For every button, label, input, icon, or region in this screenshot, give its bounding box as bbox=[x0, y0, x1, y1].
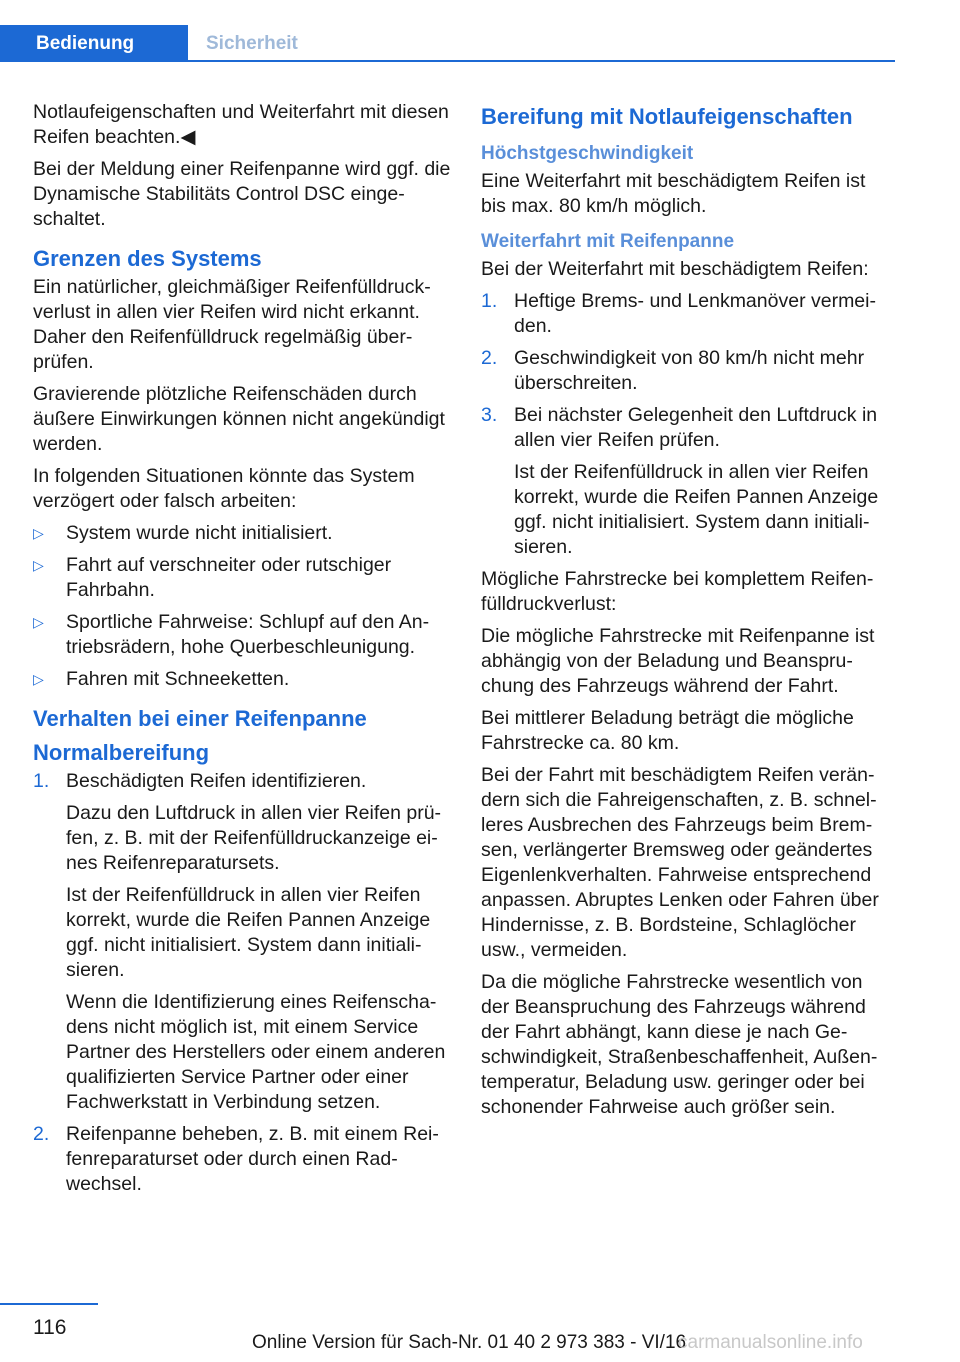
paragraph: Gravierende plötzliche Reifenschäden durch äußere Einwirkungen können nicht angekündigt werden. bbox=[33, 383, 445, 455]
step-number: 2. bbox=[481, 347, 498, 369]
chapter-tabs bbox=[0, 25, 315, 62]
tab-bedienung[interactable]: Bedienung bbox=[0, 25, 188, 62]
paragraph: Da die mögliche Fahrstrecke wesentlich von der Beanspruchung des Fahrzeugs während der Fahrt abhängt, kann diese je nach Geschwindigkeit, Straßenbeschaffenheit, Außentemperatur, Beladung usw. geringer oder bei schonender Fahrweise auch größer sein. bbox=[481, 971, 878, 1118]
paragraph: Bei der Weiterfahrt mit beschädigtem Reifen: bbox=[481, 258, 869, 280]
triangle-bullet-icon: ▷ bbox=[33, 614, 44, 630]
list-item bbox=[33, 769, 453, 1115]
paragraph: Bei der Fahrt mit beschädigtem Reifen verändern sich die Fahreigenschaften, z. B. schnelleres Ausbrechen des Fahrzeugs beim Bremsen, verlängerter Bremsweg oder geändertes Eigenlenkverhalten. Fahrweise entsprechend anpassen. Abruptes Lenken oder Fahren über Hindernisse, z. B. Bordsteine, Schlaglöcher usw., vermeiden. bbox=[481, 764, 879, 961]
triangle-bullet-icon: ▷ bbox=[33, 525, 44, 541]
page-number-rule bbox=[0, 1303, 98, 1305]
list-item: ▷ Fahrt auf verschneiter oder rutschiger Fahrbahn. bbox=[33, 554, 392, 601]
step-text: Heftige Brems- und Lenkmanöver vermeiden. bbox=[514, 290, 876, 337]
step-detail: Ist der Reifenfülldruck in allen vier Reifen korrekt, wurde die Reifen Pannen Anzeige ggf. nicht initialisiert. System dann initialisieren. bbox=[66, 884, 431, 981]
step-number: 1. bbox=[33, 770, 50, 792]
page-number: 116 bbox=[33, 1316, 67, 1339]
triangle-bullet-icon: ▷ bbox=[33, 557, 44, 573]
section-heading-limits: Grenzen des Systems bbox=[33, 246, 262, 271]
step-number: 2. bbox=[33, 1123, 50, 1145]
paragraph: Notlaufeigenschaften und Weiterfahrt mit diesen Reifen beachten.◀ bbox=[33, 101, 449, 148]
situation-list bbox=[33, 521, 453, 692]
header-rule bbox=[0, 60, 895, 62]
watermark: carmanualsonline.info bbox=[678, 1332, 863, 1353]
step-text: Beschädigten Reifen identifizieren. bbox=[66, 770, 367, 792]
step-number: 3. bbox=[481, 404, 498, 426]
step-detail: Dazu den Luftdruck in allen vier Reifen prüfen, z. B. mit der Reifenfülldruckanzeige eines Reifenreparatursets. bbox=[66, 802, 442, 874]
paragraph: Ein natürlicher, gleichmäßiger Reifenfülldruckverlust in allen vier Reifen wird nicht erkannt. Daher den Reifenfülldruck regelmäßig überprüfen. bbox=[33, 276, 431, 373]
left-column bbox=[33, 100, 453, 1204]
triangle-bullet-icon: ▷ bbox=[33, 671, 44, 687]
subsection-heading-normal-tires: Normalbereifung bbox=[33, 740, 210, 765]
section-heading-runflat: Bereifung mit Notlaufeigenschaften bbox=[481, 104, 853, 129]
paragraph: Mögliche Fahrstrecke bei komplettem Reifenfülldruckverlust: bbox=[481, 568, 874, 615]
list-item bbox=[481, 289, 893, 339]
step-text: Geschwindigkeit von 80 km/h nicht mehr überschreiten. bbox=[514, 347, 865, 394]
subheading-max-speed: Höchstgeschwindigkeit bbox=[481, 143, 694, 164]
step-number: 1. bbox=[481, 290, 498, 312]
step-detail: Wenn die Identifizierung eines Reifenschadens nicht möglich ist, mit einem Service Partner des Herstellers oder einem anderen qualifizierten Service Partner oder einer Fachwerkstatt in Verbindung setzen. bbox=[66, 991, 446, 1113]
paragraph: In folgenden Situationen könnte das System verzögert oder falsch arbeiten: bbox=[33, 465, 415, 512]
step-detail: Ist der Reifenfülldruck in allen vier Reifen korrekt, wurde die Reifen Pannen Anzeige ggf. nicht initialisiert. System dann initialisieren. bbox=[514, 461, 879, 558]
list-item bbox=[33, 1122, 453, 1197]
online-version-note: Online Version für Sach-Nr. 01 40 2 973 383 - VI/16 bbox=[252, 1332, 687, 1353]
paragraph: Bei der Meldung einer Reifenpanne wird ggf. die Dynamische Stabilitäts Control DSC eingeschaltet. bbox=[33, 158, 451, 230]
step-text: Bei nächster Gelegenheit den Luftdruck in allen vier Reifen prüfen. bbox=[514, 404, 878, 451]
continue-steps bbox=[481, 289, 893, 560]
list-item: ▷ System wurde nicht initialisiert. bbox=[33, 522, 333, 544]
step-text: Reifenpanne beheben, z. B. mit einem Reifenreparaturset oder durch einen Radwechsel. bbox=[66, 1123, 439, 1195]
list-item bbox=[481, 346, 893, 396]
list-item bbox=[481, 403, 893, 560]
list-item: ▷ Fahren mit Schneeketten. bbox=[33, 668, 290, 690]
tab-sicherheit[interactable]: Sicherheit bbox=[206, 33, 298, 54]
paragraph: Die mögliche Fahrstrecke mit Reifenpanne ist abhängig von der Beladung und Beanspruchung des Fahrzeugs während der Fahrt. bbox=[481, 625, 875, 697]
right-column bbox=[481, 100, 893, 1127]
paragraph: Eine Weiterfahrt mit beschädigtem Reifen ist bis max. 80 km/h möglich. bbox=[481, 170, 866, 217]
paragraph: Bei mittlerer Beladung beträgt die mögliche Fahrstrecke ca. 80 km. bbox=[481, 707, 854, 754]
list-item: ▷ Sportliche Fahrweise: Schlupf auf den Antriebsrädern, hohe Querbeschleunigung. bbox=[33, 611, 430, 658]
puncture-steps bbox=[33, 769, 453, 1197]
subheading-continue-driving: Weiterfahrt mit Reifenpanne bbox=[481, 231, 735, 252]
section-heading-tire-puncture: Verhalten bei einer Reifenpanne bbox=[33, 706, 367, 731]
